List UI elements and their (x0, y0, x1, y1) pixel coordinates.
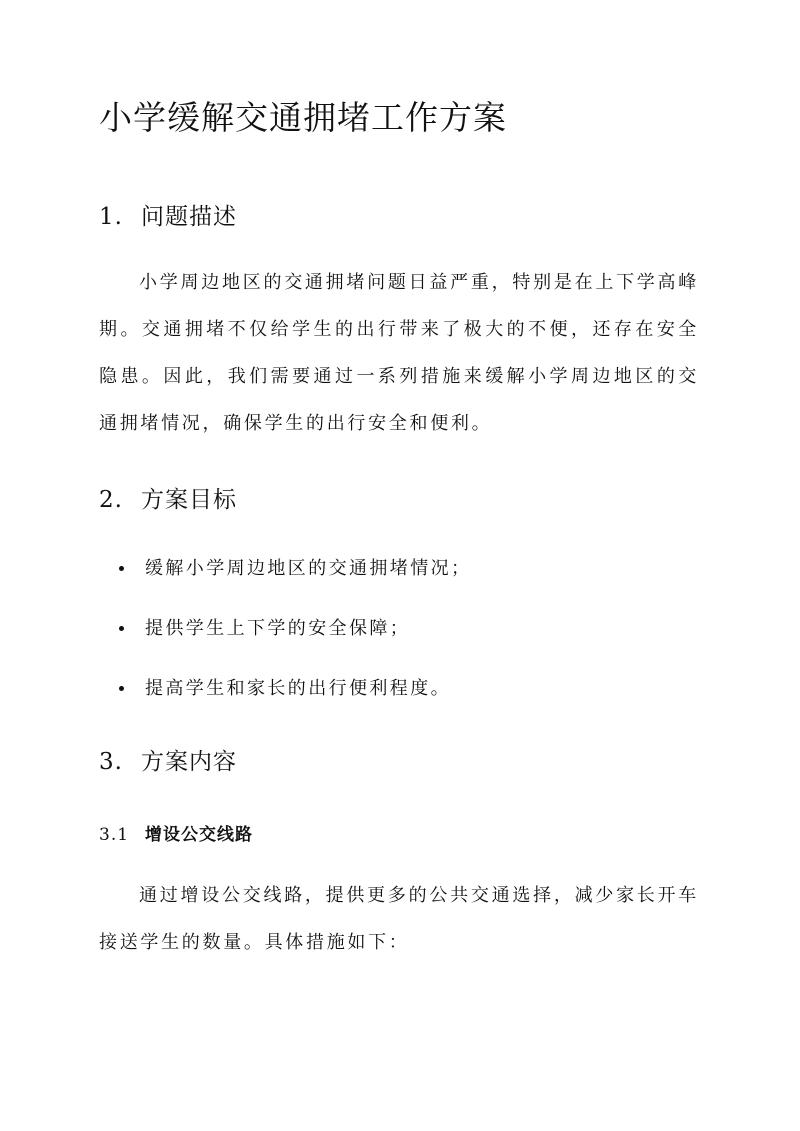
bus-routes-paragraph: 通过增设公交线路，提供更多的公共交通选择，减少家长开车接送学生的数量。具体措施如下： (99, 885, 699, 953)
subsection-number: 3.1 (99, 825, 130, 845)
bullet-icon (119, 626, 124, 631)
section-heading-content (99, 743, 237, 776)
section-title: 问题描述 (141, 204, 237, 230)
subsection-title: 增设公交线路 (145, 825, 253, 845)
list-item-text: 提高学生和家长的出行便利程度。 (145, 678, 451, 699)
section-title: 方案目标 (141, 487, 237, 513)
problem-paragraph: 小学周边地区的交通拥堵问题日益严重，特别是在上下学高峰期。交通拥堵不仅给学生的出行带来了极大的不便，还存在安全隐患。因此，我们需要通过一系列措施来缓解小学周边地区的交通拥堵情况，确保学生的出行安全和便利。 (99, 272, 699, 434)
section-number: 1. (99, 204, 123, 230)
bullet-icon (119, 686, 124, 691)
section-number: 3. (99, 749, 123, 775)
section-heading-goals (99, 481, 237, 514)
list-item-text: 提供学生上下学的安全保障； (145, 618, 411, 639)
list-item-text: 缓解小学周边地区的交通拥堵情况； (145, 558, 472, 579)
document-title: 小学缓解交通拥堵工作方案 (99, 98, 507, 137)
bullet-icon (119, 566, 124, 571)
subsection-heading-bus-routes (99, 820, 253, 845)
section-number: 2. (99, 487, 123, 513)
section-title: 方案内容 (141, 749, 237, 775)
section-heading-problem (99, 198, 237, 231)
